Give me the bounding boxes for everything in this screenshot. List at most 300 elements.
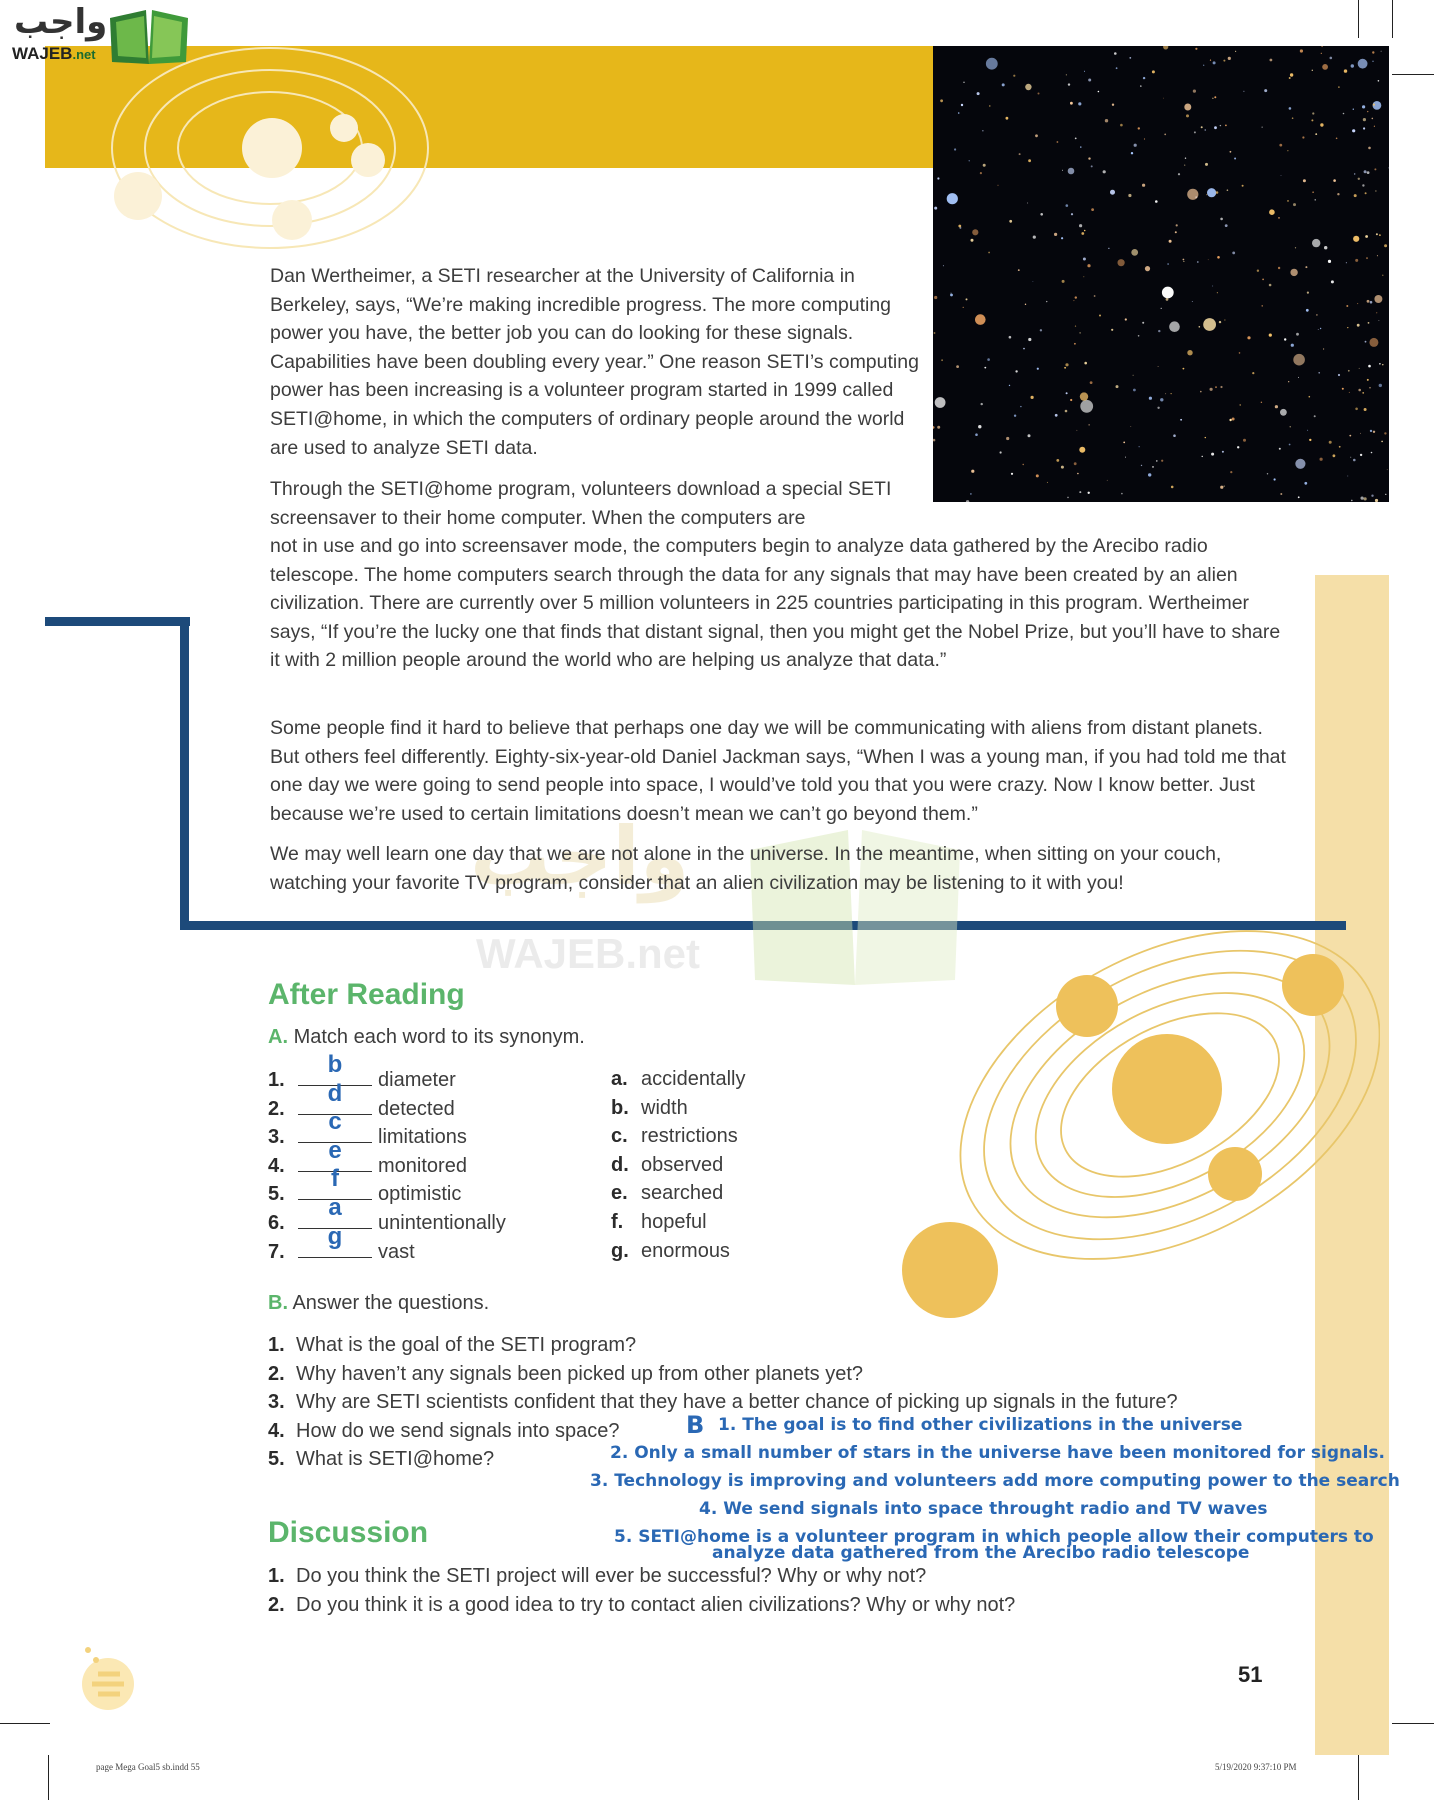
star (1040, 329, 1042, 331)
star (1312, 70, 1313, 71)
star (1384, 432, 1386, 434)
star (1349, 392, 1350, 393)
synonym-word: accidentally (641, 1068, 746, 1090)
star (1339, 446, 1341, 448)
star (1033, 236, 1036, 239)
star (1228, 57, 1231, 60)
star (1046, 301, 1047, 302)
star (1364, 497, 1367, 500)
star (934, 296, 937, 299)
star (1382, 364, 1383, 365)
star (1305, 266, 1307, 268)
filled-answer: a (328, 1194, 342, 1221)
star (1312, 239, 1320, 247)
star (1036, 474, 1039, 477)
star (1057, 141, 1059, 143)
star (1107, 480, 1108, 481)
star (1079, 491, 1081, 493)
star (1088, 157, 1090, 159)
star (1200, 391, 1202, 393)
filled-answer: e (328, 1136, 342, 1164)
star (1207, 188, 1216, 197)
star (1355, 259, 1358, 262)
star (1009, 336, 1012, 339)
star (1262, 279, 1264, 281)
star (1205, 129, 1206, 130)
star (1318, 329, 1319, 330)
star (1355, 408, 1358, 411)
star (1071, 213, 1073, 215)
answer-line-5b: analyze data gathered from the Arecibo radio telescope (712, 1543, 1250, 1563)
star (1138, 127, 1140, 129)
star (1321, 46, 1322, 47)
star (1112, 104, 1114, 106)
star (1373, 431, 1375, 433)
star (1037, 368, 1039, 370)
star (1367, 111, 1368, 112)
star (1149, 397, 1152, 400)
star (1219, 321, 1221, 323)
logo-arabic: واجب (14, 2, 108, 42)
star (1047, 482, 1048, 483)
star (1363, 127, 1365, 129)
star (1352, 129, 1355, 132)
star (1028, 159, 1031, 162)
question-row (268, 1360, 863, 1388)
star (1202, 456, 1203, 457)
star (1337, 193, 1339, 195)
star (987, 358, 990, 361)
star (1178, 173, 1180, 175)
star (966, 298, 968, 300)
star (1354, 194, 1357, 197)
star (1309, 439, 1311, 441)
star (1239, 352, 1241, 354)
star (1371, 495, 1373, 497)
star (1066, 74, 1067, 75)
star (969, 160, 970, 161)
star (933, 426, 935, 429)
star (1183, 259, 1185, 261)
star (958, 112, 960, 114)
star (1062, 280, 1065, 283)
star (1074, 343, 1076, 345)
star (1028, 434, 1031, 437)
star (1312, 112, 1314, 114)
item-number: 6. (268, 1212, 285, 1234)
star (971, 239, 974, 242)
star (1074, 462, 1077, 465)
discussion-heading: Discussion (268, 1516, 429, 1549)
star (1295, 459, 1305, 469)
star (1090, 381, 1093, 384)
star (1065, 410, 1068, 413)
star (943, 265, 944, 266)
star (1372, 61, 1373, 62)
star (1156, 460, 1158, 462)
question-text: Why are SETI scientists confident that they have a better chance of picking up signals in the future? (296, 1391, 1178, 1414)
star (1350, 457, 1351, 458)
star (1084, 71, 1085, 72)
star (1379, 234, 1381, 236)
star (1370, 430, 1372, 432)
star (1054, 233, 1057, 236)
star (1070, 102, 1073, 105)
star (1080, 392, 1088, 400)
star (1324, 246, 1327, 249)
star (1203, 65, 1204, 66)
star (1217, 292, 1218, 293)
star (1296, 333, 1299, 336)
star (1040, 213, 1043, 216)
star (1318, 372, 1320, 374)
star (970, 493, 972, 495)
star (963, 82, 964, 83)
star (1230, 151, 1232, 153)
star (1009, 220, 1012, 223)
star (1359, 368, 1360, 369)
star (1220, 218, 1223, 221)
star (1293, 203, 1296, 206)
watermark-latin: WAJEB.net (476, 930, 701, 977)
star (1369, 338, 1378, 347)
star (1166, 298, 1169, 301)
article-paragraph-4: We may well learn one day that we are not alone in the universe. In the meantime, when sitting on your couch, watching your favorite TV program, consider that an alien civilization may be listening to it with you! (270, 843, 1222, 894)
item-number: 3. (268, 1126, 285, 1149)
star (1108, 248, 1109, 249)
synonym-letter: e. (611, 1182, 628, 1205)
star (966, 500, 969, 502)
answer-blank[interactable] (298, 1222, 372, 1258)
star (1364, 170, 1367, 173)
star (1365, 192, 1367, 194)
star (1289, 444, 1291, 446)
star (1344, 69, 1347, 72)
star (1374, 168, 1376, 170)
question-number: 4. (268, 1419, 285, 1442)
synonym-word: enormous (641, 1239, 730, 1262)
star (1193, 90, 1196, 93)
star (1321, 53, 1322, 54)
star (1229, 419, 1231, 421)
star (1224, 486, 1225, 487)
star (1068, 83, 1070, 85)
star (1214, 126, 1217, 129)
section-b-letter: B. (268, 1292, 288, 1314)
crop-mark (1358, 0, 1359, 38)
star (1373, 104, 1375, 106)
star (1368, 147, 1371, 150)
star (1388, 167, 1389, 168)
star (1006, 117, 1009, 120)
star (1316, 314, 1318, 316)
star (1298, 496, 1300, 498)
star (1314, 415, 1316, 417)
star (1342, 388, 1344, 390)
star (1077, 473, 1079, 475)
synonym-letter: g. (611, 1239, 629, 1262)
star (1169, 321, 1180, 332)
star (981, 403, 983, 405)
star (1261, 402, 1262, 403)
star (1217, 256, 1220, 259)
star (1035, 134, 1038, 137)
star (1091, 208, 1094, 211)
answer-line-1: 1. The goal is to find other civilizations in the universe (718, 1415, 1243, 1435)
star (1173, 434, 1176, 437)
star (1223, 60, 1225, 62)
star (1367, 171, 1370, 174)
star (1169, 240, 1172, 243)
question-text: Do you think it is a good idea to try to contact alien civilizations? Why or why not? (296, 1593, 1016, 1616)
star (1201, 126, 1203, 128)
star (1121, 493, 1123, 495)
star (1348, 370, 1350, 372)
star (1232, 252, 1235, 255)
star (984, 367, 986, 369)
star (1358, 59, 1368, 69)
star (1243, 91, 1244, 92)
vocab-word: limitations (378, 1126, 467, 1149)
star (998, 185, 999, 186)
star (1184, 165, 1185, 166)
star (986, 58, 998, 70)
star (1091, 165, 1093, 167)
star (1290, 269, 1297, 276)
star (1303, 179, 1306, 182)
star (1311, 119, 1313, 121)
star (1098, 91, 1100, 93)
star (1206, 194, 1207, 195)
star (1347, 476, 1348, 477)
synonym-letter: a. (611, 1068, 628, 1090)
synonym-row (611, 1065, 746, 1093)
star (1087, 264, 1090, 267)
star (1205, 437, 1206, 438)
star (1077, 430, 1078, 431)
article-paragraph-3: Some people find it hard to believe that perhaps one day we will be communicating with aliens from distant planets. But others feel differently. Eighty-six-year-old Daniel Jackman says, “When I was a young man, if you had told me that one day we were going to send people into space, I would’ve told you that you were crazy. Now I know better. Just because we’re used to certain limitations doesn’t mean we can’t go beyond them.” (270, 717, 1286, 825)
star (1013, 75, 1015, 77)
bracket-line (45, 617, 190, 626)
star (1114, 52, 1117, 55)
star (1162, 287, 1174, 299)
star (1130, 426, 1131, 427)
star (1284, 338, 1286, 340)
star (1320, 328, 1321, 329)
section-b-instruction (268, 1292, 489, 1315)
star (1144, 138, 1145, 139)
star (1027, 203, 1028, 204)
synonym-word: width (641, 1096, 688, 1119)
star (1070, 399, 1072, 401)
discussion-question-row (268, 1591, 1015, 1619)
section-a-instruction (268, 1026, 585, 1049)
star (1152, 70, 1155, 73)
star (1374, 126, 1375, 127)
star (1295, 247, 1296, 248)
star (1195, 48, 1197, 50)
star (1056, 459, 1059, 462)
star (1292, 117, 1294, 119)
star (1038, 93, 1040, 95)
star (1298, 377, 1299, 378)
question-text: How do we send signals into space? (296, 1419, 620, 1442)
star (1279, 144, 1282, 147)
star (1145, 266, 1150, 271)
star (1372, 118, 1374, 120)
star (1307, 430, 1308, 431)
star (1078, 102, 1081, 105)
synonym-word: observed (641, 1153, 724, 1176)
star (1105, 119, 1108, 122)
star (982, 130, 983, 131)
star (1128, 194, 1131, 197)
star (940, 99, 943, 102)
star (1312, 191, 1314, 193)
star (1262, 127, 1263, 128)
item-number: 4. (268, 1154, 285, 1177)
star (1088, 79, 1091, 82)
star (1291, 344, 1294, 347)
star (1002, 83, 1005, 86)
star (1028, 338, 1031, 341)
crop-mark (0, 1723, 50, 1724)
star (1330, 57, 1333, 60)
star (1220, 486, 1223, 489)
crop-mark (1392, 0, 1393, 38)
synonym-word: restrictions (641, 1125, 738, 1148)
star (941, 359, 943, 361)
star (933, 439, 935, 442)
star (935, 397, 946, 408)
star (1025, 84, 1031, 90)
star (1222, 451, 1224, 453)
item-number: 7. (268, 1240, 285, 1263)
star (1129, 57, 1131, 59)
star (1080, 400, 1093, 413)
star (1148, 473, 1151, 476)
star (1211, 453, 1214, 456)
star (1068, 168, 1075, 175)
star (1212, 98, 1213, 99)
star (947, 193, 958, 204)
star (1232, 418, 1235, 421)
article-paragraph-1: Dan Wertheimer, a SETI researcher at the University of California in Berkeley, says, “We’re making incredible progress. The more computing power you have, the better job you can do looking for these signals. Capabilities have been doubling every year.” One reason SETI’s computing power has been increasing is a volunteer program started in 1999 called SETI@home, in which the computers of ordinary people around the world are used to analyze SETI data. (270, 265, 919, 459)
star (1315, 133, 1317, 135)
star (1328, 260, 1331, 263)
star (1257, 270, 1259, 272)
star (951, 293, 952, 294)
crop-mark (1358, 1755, 1359, 1800)
star (1065, 363, 1068, 366)
star (1187, 189, 1198, 200)
star (988, 252, 990, 254)
star (1252, 372, 1254, 374)
question-number: 1. (268, 1565, 285, 1587)
star (1269, 334, 1272, 337)
star (1371, 452, 1373, 454)
star (1214, 96, 1216, 98)
book-icon (106, 6, 192, 68)
star (1152, 466, 1154, 468)
star (1357, 324, 1360, 327)
star (1357, 303, 1358, 304)
star (1360, 433, 1361, 434)
star (1171, 486, 1174, 489)
star (1243, 439, 1246, 442)
filled-answer: g (327, 1222, 343, 1250)
star (1378, 80, 1380, 82)
star (977, 92, 980, 95)
filled-answer: c (328, 1108, 342, 1136)
star (1110, 190, 1115, 195)
star (934, 207, 937, 210)
star (1186, 114, 1189, 117)
star (1362, 184, 1364, 186)
star (1094, 295, 1096, 297)
star (1220, 125, 1221, 126)
star (1346, 262, 1347, 263)
star (1155, 200, 1158, 203)
publisher-stamp-icon (78, 1640, 138, 1716)
star (1139, 446, 1140, 447)
star (1192, 301, 1193, 302)
item-number: 1. (268, 1069, 285, 1091)
star (1212, 286, 1213, 287)
orbit-decoration-bottom (880, 880, 1380, 1360)
star (1372, 51, 1374, 53)
star (1351, 500, 1353, 502)
star (1184, 104, 1191, 111)
star (971, 470, 974, 473)
star (1289, 107, 1292, 110)
star (1367, 379, 1369, 381)
article-paragraph-2b: not in use and go into screensaver mode, the computers begin to analyze data gathered by the Arecibo radio telescope. The home computers search through the data for any signals that may have been created by an alien civilization. There are currently over 5 million volunteers in 225 countries participating in this program. Wertheimer says, “If you’re the lucky one that finds that distant signal, then you might get the Nobel Prize, but you’ll have to share it with 2 million people around the world who are helping us analyze that data.” (270, 535, 1281, 672)
star (1194, 131, 1196, 133)
star (1353, 109, 1354, 110)
star (975, 433, 978, 436)
deep-field-galaxy-photo (933, 46, 1389, 502)
star (1084, 230, 1086, 232)
star (1011, 473, 1013, 475)
star (1346, 305, 1348, 307)
star (1009, 385, 1010, 386)
star (1157, 407, 1159, 409)
star (1018, 269, 1020, 271)
star (1220, 386, 1222, 388)
question-row (268, 1445, 494, 1473)
star (1099, 315, 1101, 317)
star (1164, 134, 1166, 136)
question-number: 3. (268, 1391, 285, 1414)
star (1365, 235, 1368, 238)
star (1369, 387, 1371, 389)
star (1381, 441, 1383, 443)
synonym-row (611, 1122, 738, 1150)
star (1280, 409, 1287, 416)
vocab-word: unintentionally (378, 1212, 506, 1234)
vocab-word: detected (378, 1097, 455, 1120)
star (1118, 259, 1125, 266)
star (1275, 405, 1278, 408)
star (1347, 327, 1348, 328)
synonym-letter: f. (611, 1211, 624, 1233)
star (1374, 295, 1382, 303)
synonym-row (611, 1179, 723, 1207)
star (1123, 442, 1125, 444)
star (963, 307, 964, 308)
question-text: What is SETI@home? (296, 1448, 495, 1471)
